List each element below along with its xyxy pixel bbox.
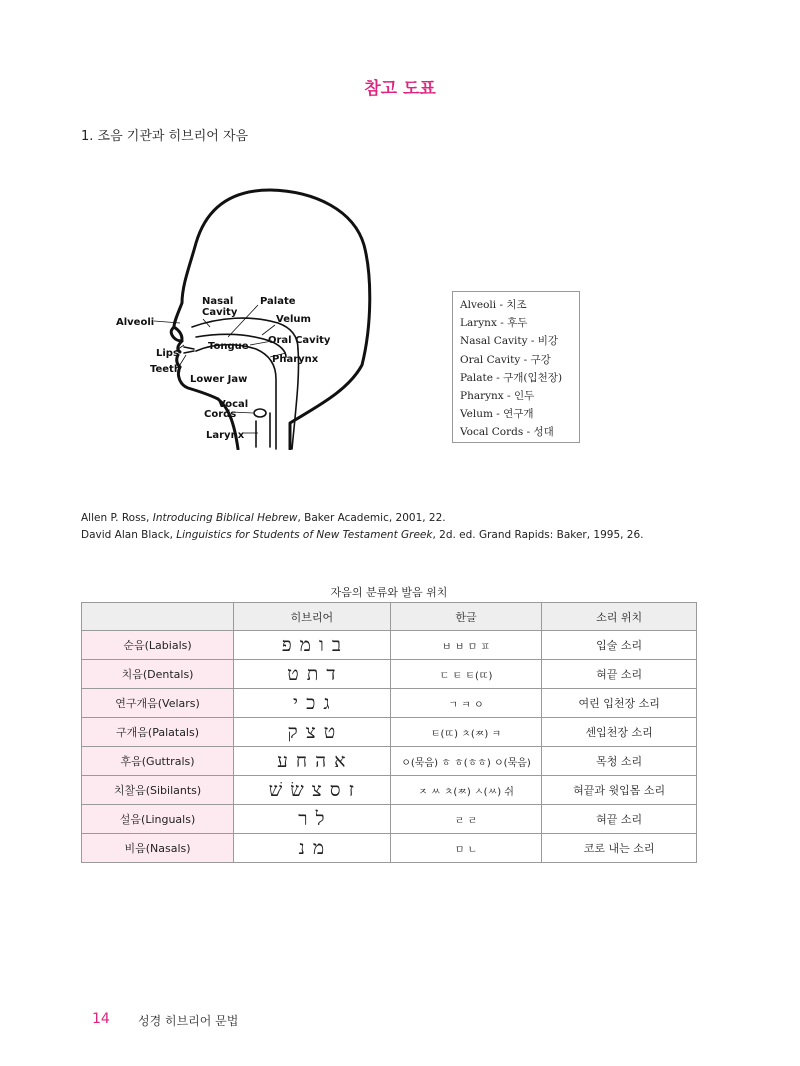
- table-row: [82, 805, 697, 834]
- hebrew-cell: מ נ: [234, 834, 391, 863]
- references: [81, 510, 644, 544]
- head-profile-illustration: [110, 185, 410, 450]
- position-cell: 혀끝 소리: [542, 660, 697, 689]
- label-velum: Velum: [276, 314, 311, 325]
- reference-ross: Allen P. Ross, Introducing Biblical Hebrew, Baker Academic, 2001, 22.: [81, 512, 446, 524]
- hebrew-cell: ב ו מ פ: [234, 631, 391, 660]
- reference-black: David Alan Black, Linguistics for Students of New Testament Greek, 2d. ed. Grand Rapids: Baker, 1995, 26.: [81, 529, 644, 541]
- consonant-classification-table: [81, 602, 697, 863]
- label-larynx: Larynx: [206, 430, 245, 441]
- label-lips: Lips: [156, 348, 179, 359]
- hangul-cell: ㄷ ㅌ ㅌ(ㄸ): [390, 660, 542, 689]
- label-vocal: Vocal: [218, 399, 249, 410]
- position-cell: 여린 입천장 소리: [542, 689, 697, 718]
- hangul-cell: ㅁ ㄴ: [390, 834, 542, 863]
- term-legend: [452, 291, 580, 443]
- legend-item: Velum - 연구개: [460, 408, 534, 421]
- hangul-cell: ㅇ(묵음) ㅎ ㅎ(ㅎㅎ) ㅇ(묵음): [390, 747, 542, 776]
- table-row: [82, 776, 697, 805]
- table-row: [82, 631, 697, 660]
- label-cords: Cords: [204, 409, 237, 420]
- hebrew-cell: ג כ י: [234, 689, 391, 718]
- hebrew-cell: ל ר: [234, 805, 391, 834]
- header-position: 소리 위치: [542, 603, 697, 631]
- label-alveoli: Alveoli: [116, 317, 155, 328]
- section-heading: 1. 조음 기관과 히브리어 자음: [81, 129, 249, 144]
- category-cell: 구개음(Palatals): [82, 718, 234, 747]
- header-hebrew: 히브리어: [234, 603, 391, 631]
- hebrew-cell: א ה ח ע: [234, 747, 391, 776]
- hangul-cell: ㅂ ㅂ ㅁ ㅍ: [390, 631, 542, 660]
- position-cell: 목청 소리: [542, 747, 697, 776]
- hebrew-cell: ט צ ק: [234, 718, 391, 747]
- label-cavity: Cavity: [202, 307, 238, 318]
- hangul-cell: ㅌ(ㄸ) ㅊ(ㅉ) ㅋ: [390, 718, 542, 747]
- hebrew-cell: ד ת ט: [234, 660, 391, 689]
- legend-item: Oral Cavity - 구강: [460, 353, 551, 366]
- legend-item: Pharynx - 인두: [460, 390, 535, 403]
- hangul-cell: ㄹ ㄹ: [390, 805, 542, 834]
- hangul-cell: ㄱ ㅋ ㅇ: [390, 689, 542, 718]
- category-cell: 설음(Linguals): [82, 805, 234, 834]
- label-pharynx: Pharynx: [272, 354, 319, 365]
- category-cell: 연구개음(Velars): [82, 689, 234, 718]
- table-caption: 자음의 분류와 발음 위치: [330, 586, 448, 599]
- position-cell: 코로 내는 소리: [542, 834, 697, 863]
- vocal-cords-shape: [254, 409, 266, 417]
- label-nasal: Nasal: [202, 296, 234, 307]
- label-tongue: Tongue: [208, 341, 249, 352]
- table-row: [82, 834, 697, 863]
- page-number: 14: [92, 1011, 110, 1027]
- teeth-line: [184, 347, 194, 353]
- legend-item: Nasal Cavity - 비강: [460, 335, 559, 348]
- legend-item: Larynx - 후두: [460, 317, 528, 330]
- table-row: [82, 747, 697, 776]
- legend-item: Palate - 구개(입천장): [460, 371, 563, 384]
- table-row: [82, 689, 697, 718]
- label-lower-jaw: Lower Jaw: [190, 374, 248, 385]
- articulation-diagram: [110, 185, 410, 450]
- legend-item: Alveoli - 치조: [460, 299, 527, 311]
- category-cell: 치음(Dentals): [82, 660, 234, 689]
- reference-title: Introducing Biblical Hebrew: [152, 512, 298, 524]
- table-row: [82, 718, 697, 747]
- category-cell: 치찰음(Sibilants): [82, 776, 234, 805]
- header-empty: [82, 603, 234, 631]
- position-cell: 입술 소리: [542, 631, 697, 660]
- table-header-row: [82, 603, 697, 631]
- reference-title: Linguistics for Students of New Testament Greek: [176, 529, 433, 541]
- category-cell: 순음(Labials): [82, 631, 234, 660]
- position-cell: 혀끝 소리: [542, 805, 697, 834]
- label-teeth: Teeth: [150, 364, 181, 375]
- legend-item: Vocal Cords - 성대: [460, 426, 554, 439]
- header-hangul: 한글: [390, 603, 542, 631]
- label-palate: Palate: [260, 296, 296, 307]
- running-footer-title: 성경 히브리어 문법: [138, 1014, 239, 1028]
- position-cell: 센입천장 소리: [542, 718, 697, 747]
- hangul-cell: ㅈ ㅆ ㅊ(ㅉ) ㅅ(ㅆ) 쉬: [390, 776, 542, 805]
- position-cell: 혀끝과 윗입몸 소리: [542, 776, 697, 805]
- hebrew-cell: ז ס צ שׂ שׁ: [234, 776, 391, 805]
- category-cell: 비음(Nasals): [82, 834, 234, 863]
- category-cell: 후음(Guttrals): [82, 747, 234, 776]
- page-title: 참고 도표: [364, 79, 436, 99]
- table-row: [82, 660, 697, 689]
- label-oral-cavity: Oral Cavity: [268, 335, 331, 346]
